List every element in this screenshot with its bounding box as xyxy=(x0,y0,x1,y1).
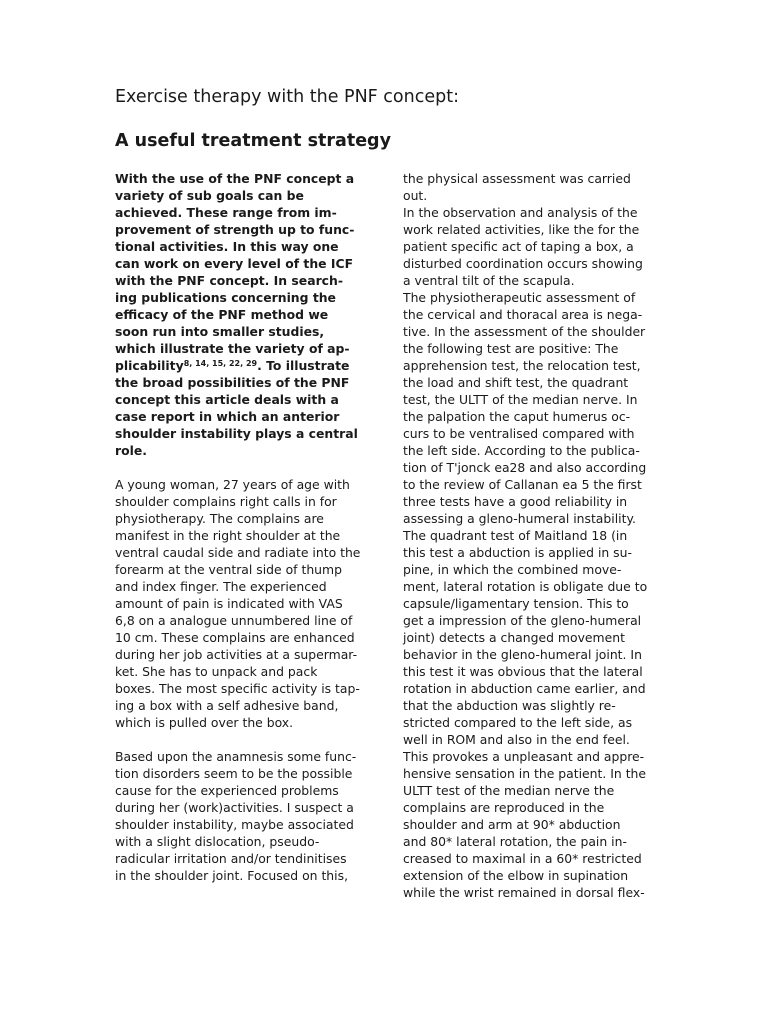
intro-line: tional activities. In this way one xyxy=(115,239,339,254)
body-line: during her (work)activities. I suspect a xyxy=(115,800,354,815)
body-line: pine, in which the combined move- xyxy=(403,562,622,577)
body-line: the palpation the caput humerus oc- xyxy=(403,409,631,424)
body-line: during her job activities at a supermar- xyxy=(115,647,358,662)
anamnesis-paragraph xyxy=(115,748,375,884)
body-line: the following test are positive: The xyxy=(403,341,619,356)
body-line: the load and shift test, the quadrant xyxy=(403,375,629,390)
intro-line: concept this article deals with a xyxy=(115,392,339,407)
body-line: disturbed coordination occurs showing xyxy=(403,256,643,271)
intro-line: the broad possibilities of the PNF xyxy=(115,375,350,390)
body-line: behavior in the gleno-humeral joint. In xyxy=(403,647,642,662)
body-line: tion of T'jonck ea28 and also according xyxy=(403,460,647,475)
body-line: a ventral tilt of the scapula. xyxy=(403,273,575,288)
right-column xyxy=(403,170,655,901)
body-line: which is pulled over the box. xyxy=(115,715,294,730)
body-line: ULTT test of the median nerve the xyxy=(403,783,615,798)
body-line: curs to be ventralised compared with xyxy=(403,426,635,441)
body-line: while the wrist remained in dorsal flex- xyxy=(403,885,645,900)
body-line: this test it was obvious that the lateral xyxy=(403,664,643,679)
body-line: A young woman, 27 years of age with xyxy=(115,477,350,492)
intro-ref-prefix: plicability xyxy=(115,358,184,373)
body-line: hensive sensation in the patient. In the xyxy=(403,766,647,781)
body-line: ment, lateral rotation is obligate due to xyxy=(403,579,648,594)
body-line: test, the ULTT of the median nerve. In xyxy=(403,392,638,407)
intro-line: variety of sub goals can be xyxy=(115,188,304,203)
body-line: In the observation and analysis of the xyxy=(403,205,638,220)
body-line: patient specific act of taping a box, a xyxy=(403,239,634,254)
body-line: creased to maximal in a 60* restricted xyxy=(403,851,642,866)
body-line: ing a box with a self adhesive band, xyxy=(115,698,339,713)
body-line: The quadrant test of Maitland 18 (in xyxy=(403,528,628,543)
intro-line: case report in which an anterior xyxy=(115,409,340,424)
intro-line: role. xyxy=(115,443,147,458)
body-line: This provokes a unpleasant and appre- xyxy=(403,749,645,764)
body-line: to the review of Callanan ea 5 the first xyxy=(403,477,642,492)
intro-line: soon run into smaller studies, xyxy=(115,324,325,339)
intro-line: ing publications concerning the xyxy=(115,290,336,305)
intro-line: With the use of the PNF concept a xyxy=(115,171,355,186)
body-line: and index finger. The experienced xyxy=(115,579,327,594)
body-line: shoulder complains right calls in for xyxy=(115,494,337,509)
body-line: shoulder instability, maybe associated xyxy=(115,817,354,832)
body-line: joint) detects a changed movement xyxy=(403,630,625,645)
body-line: The physiotherapeutic assessment of xyxy=(403,290,636,305)
intro-line: provement of strength up to func- xyxy=(115,222,355,237)
body-line: three tests have a good reliability in xyxy=(403,494,628,509)
intro-paragraph xyxy=(115,170,375,459)
intro-line: shoulder instability plays a central xyxy=(115,426,358,441)
body-line: assessing a gleno-humeral instability. xyxy=(403,511,636,526)
body-line: the cervical and thoracal area is nega- xyxy=(403,307,643,322)
body-line: Based upon the anamnesis some func- xyxy=(115,749,357,764)
case-paragraph xyxy=(115,476,375,731)
body-line: boxes. The most specific activity is tap- xyxy=(115,681,360,696)
paragraph-spacer xyxy=(115,731,375,748)
intro-line: with the PNF concept. In search- xyxy=(115,273,343,288)
body-line: radicular irritation and/or tendinitises xyxy=(115,851,347,866)
body-line: with a slight dislocation, pseudo- xyxy=(115,834,320,849)
body-line: manifest in the right shoulder at the xyxy=(115,528,341,543)
body-line: stricted compared to the left side, as xyxy=(403,715,633,730)
body-line: forearm at the ventral side of thump xyxy=(115,562,342,577)
left-column xyxy=(115,170,375,884)
intro-line: which illustrate the variety of ap- xyxy=(115,341,350,356)
body-line: extension of the elbow in supination xyxy=(403,868,629,883)
body-line: capsule/ligamentary tension. This to xyxy=(403,596,629,611)
body-line: cause for the experienced problems xyxy=(115,783,339,798)
body-line: work related activities, like the for the xyxy=(403,222,640,237)
body-line: amount of pain is indicated with VAS xyxy=(115,596,343,611)
paragraph-spacer xyxy=(115,459,375,476)
body-line: in the shoulder joint. Focused on this, xyxy=(115,868,349,883)
body-line: 6,8 on a analogue unnumbered line of xyxy=(115,613,353,628)
intro-ref-suffix: . To illustrate xyxy=(257,358,350,373)
body-line: tive. In the assessment of the shoulder xyxy=(403,324,646,339)
body-line: tion disorders seem to be the possible xyxy=(115,766,353,781)
page-title: Exercise therapy with the PNF concept: xyxy=(115,87,459,107)
body-line: shoulder and arm at 90* abduction xyxy=(403,817,621,832)
body-line: apprehension test, the relocation test, xyxy=(403,358,641,373)
body-line: the physical assessment was carried xyxy=(403,171,631,186)
body-line: physiotherapy. The complains are xyxy=(115,511,324,526)
body-line: the left side. According to the publica- xyxy=(403,443,640,458)
body-line: ventral caudal side and radiate into the xyxy=(115,545,361,560)
body-line: out. xyxy=(403,188,428,203)
body-line: complains are reproduced in the xyxy=(403,800,605,815)
body-line: rotation in abduction came earlier, and xyxy=(403,681,646,696)
intro-line: can work on every level of the ICF xyxy=(115,256,354,271)
body-line: that the abduction was slightly re- xyxy=(403,698,616,713)
body-line: this test a abduction is applied in su- xyxy=(403,545,632,560)
intro-line: achieved. These range from im- xyxy=(115,205,337,220)
reference-superscript: 8, 14, 15, 22, 29 xyxy=(183,359,258,368)
intro-line: efficacy of the PNF method we xyxy=(115,307,329,322)
body-line: 10 cm. These complains are enhanced xyxy=(115,630,355,645)
page-subtitle: A useful treatment strategy xyxy=(115,131,391,151)
body-line: and 80* lateral rotation, the pain in- xyxy=(403,834,627,849)
body-line: well in ROM and also in the end feel. xyxy=(403,732,630,747)
body-line: ket. She has to unpack and pack xyxy=(115,664,318,679)
body-line: get a impression of the gleno-humeral xyxy=(403,613,642,628)
intro-reference-line xyxy=(115,357,375,374)
